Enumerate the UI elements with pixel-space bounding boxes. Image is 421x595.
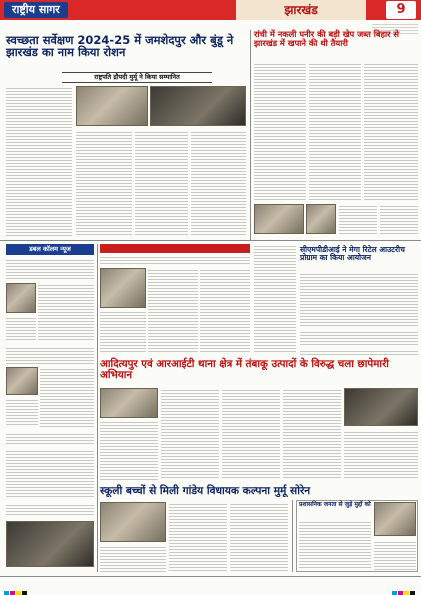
middle-col2 [161, 388, 219, 480]
paper-logo: राष्ट्रीय सागर [4, 2, 68, 18]
award-photo-1 [76, 86, 148, 126]
top-right-col1 [254, 62, 306, 202]
mid-right-headline-2 [300, 330, 418, 346]
middle-col5 [344, 430, 418, 480]
official-photo [306, 204, 336, 234]
column-rule [250, 30, 251, 240]
center-photo [100, 268, 146, 308]
left-brief-photo-4 [6, 521, 94, 567]
raid-photo-1 [100, 388, 158, 418]
left-brief-photo-1 [6, 283, 36, 313]
top-main-col1 [6, 86, 72, 236]
middle-col3 [222, 388, 280, 480]
section-label: झारखंड [236, 0, 366, 20]
paneer-photo [254, 204, 304, 234]
left-brief-headline-1 [6, 258, 94, 280]
top-main-col2 [76, 130, 132, 236]
left-brief-text-2 [40, 367, 94, 427]
left-column-rule [97, 244, 98, 572]
left-brief-headline-2 [6, 346, 94, 364]
section-rule [0, 240, 421, 241]
middle-col1 [100, 420, 158, 480]
bottom-col3 [230, 502, 288, 572]
award-photo-2 [150, 86, 246, 126]
center-band [100, 244, 250, 253]
bottom-headline: स्कूली बच्चों से मिली गांडेय विधायक कल्पना मुर्मू सोरेन [100, 485, 311, 497]
left-column-band: डबल कॉलम न्यूज [6, 244, 94, 255]
left-brief-text-2b [6, 398, 38, 427]
mid-right-text [300, 272, 418, 326]
left-brief-text-3 [6, 449, 94, 499]
student-photo [374, 502, 416, 536]
print-registration-marks-right [392, 581, 416, 595]
top-right-headline: रांची में नकली पनीर की बड़ी खेप जब्त बिहार से झारखंड में खपाने की थी तैयारी [254, 29, 400, 48]
center-col1 [148, 268, 198, 354]
footer-rule [0, 576, 421, 577]
middle-banner-headline: आदित्यपुर एवं आरआईटी थाना क्षेत्र में तंबाकू उत्पादों के विरुद्ध चला छापेमारी अभियान [100, 358, 389, 382]
left-brief-photo-2 [6, 367, 38, 395]
top-right-brief-1 [339, 204, 377, 234]
left-brief-headline-3 [6, 432, 94, 446]
left-brief-headline-4 [6, 503, 94, 517]
top-main-col3 [135, 130, 188, 236]
left-brief-text-1b [6, 316, 36, 341]
bottom-right-headline: प्रशासनिक जनता से जुड़े मुद्दों को [299, 501, 371, 508]
page-number: 9 [386, 1, 416, 19]
raid-photo-2 [344, 388, 418, 426]
print-registration-marks [4, 581, 28, 595]
bottom-col2 [169, 502, 227, 572]
bottom-column-rule [292, 500, 293, 572]
center-subhead [100, 255, 250, 265]
top-main-subhead: राष्ट्रपति द्रौपदी मुर्मू ने किया सम्मानित [62, 72, 212, 83]
left-brief-text-1 [38, 283, 94, 341]
bottom-right-text [299, 520, 371, 570]
top-main-col4 [191, 130, 246, 236]
middle-col4 [283, 388, 341, 480]
top-right-col2 [309, 62, 361, 202]
bottom-col1 [100, 545, 166, 572]
mid-right-text-2 [300, 349, 418, 357]
center-col2 [200, 268, 250, 354]
top-right-brief-2 [380, 204, 418, 234]
school-photo [100, 502, 166, 542]
center-right-column [254, 244, 296, 354]
top-main-headline: स्वच्छता सर्वेक्षण 2024-25 में जमशेदपुर और बुंडू ने झारखंड का नाम किया रोशन [6, 33, 234, 60]
top-right-col3 [364, 62, 418, 202]
mid-right-headline: सीएमपीडीआई ने मेगा रिटेल आउटरीच प्रोग्राम का किया आयोजन [300, 245, 405, 263]
center-col0 [100, 310, 146, 354]
bottom-right-text-2 [374, 540, 416, 570]
